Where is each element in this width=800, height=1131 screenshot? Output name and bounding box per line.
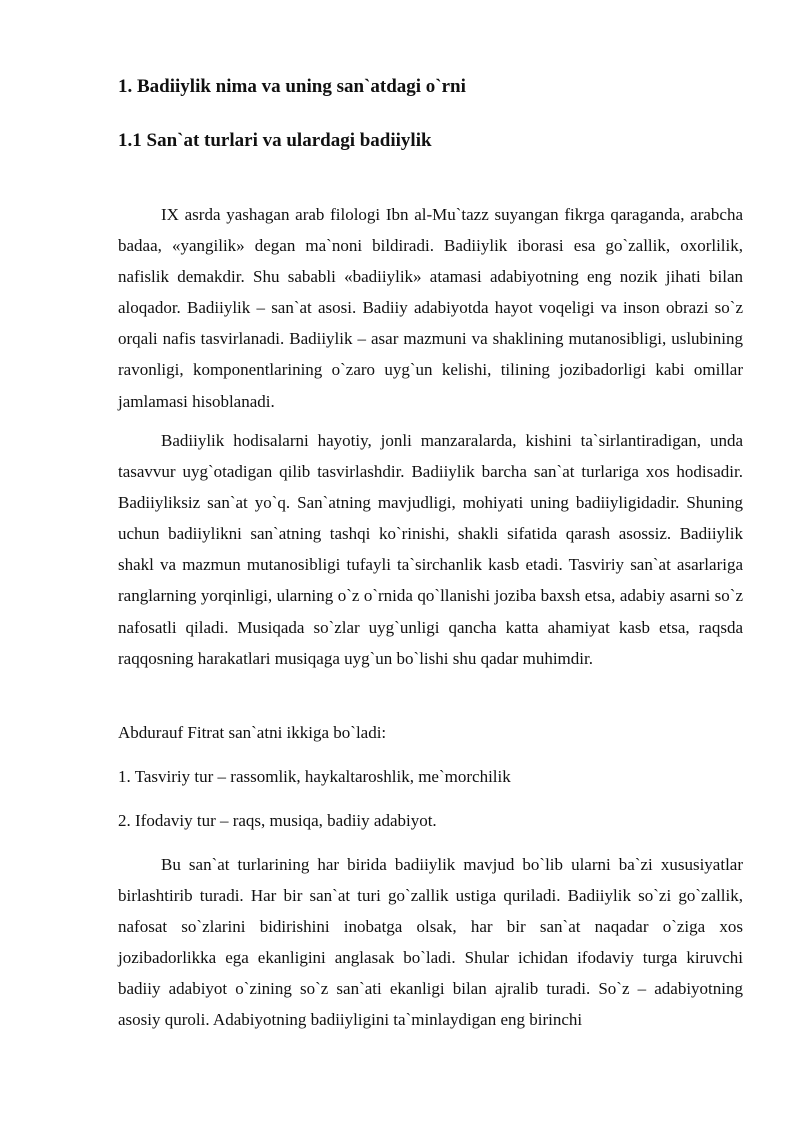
list-item-1: 1. Tasviriy tur – rassomlik, haykaltaroshlik, me`morchilik xyxy=(118,767,511,786)
fitrat-line: Abdurauf Fitrat san`atni ikkiga bo`ladi: xyxy=(118,723,387,742)
section-heading: 1. Badiiylik nima va uning san`atdagi o`rni xyxy=(118,76,466,97)
subsection-heading: 1.1 San`at turlari va ulardagi badiiylik xyxy=(118,130,432,151)
list-item-2: 2. Ifodaviy tur – raqs, musiqa, badiiy adabiyot. xyxy=(118,811,437,830)
paragraph-1: IX asrda yashagan arab filologi Ibn al-Mu`tazz suyangan fikrga qaraganda, arabcha badaa, «yangilik» degan ma`noni bildiradi. Badiiylik iborasi esa go`zallik, oxorlilik, nafislik demakdir. Shu sababli «badiiylik» atamasi adabiyotning eng nozik jihati bilan aloqador. Badiiylik – san`at asosi. Badiiy adabiyotda hayot voqeligi va inson obrazi so`z orqali nafis tasvirlanadi. Badiiylik – asar mazmuni va shaklining mutanosibligi, uslubining ravonligi, komponentlarining o`zaro uyg`un kelishi, tilining jozibadorligi kabi omillar jamlamasi hisoblanadi. xyxy=(118,205,743,411)
paragraph-3: Bu san`at turlarining har birida badiiylik mavjud bo`lib ularni ba`zi xususiyatlar birlashtirib turadi. Har bir san`at turi go`zallik ustiga quriladi. Badiiylik so`zi go`zallik, nafosat so`zlarini bidirishini inobatga olsak, har bir san`at naqadar o`ziga xos jozibadorlikka ega ekanligini anglasak bo`ladi. Shular ichidan ifodaviy turga kiruvchi badiiy adabiyot o`zining so`z san`ati ekanligi bilan ajralib turadi. So`z – adabiyotning asosiy quroli. Adabiyotning badiiyligini ta`minlaydigan eng birinchi xyxy=(118,855,743,1030)
paragraph-2: Badiiylik hodisalarni hayotiy, jonli manzaralarda, kishini ta`sirlantiradigan, unda tasavvur uyg`otadigan qilib tasvirlashdir. Badiiylik barcha san`at turlariga xos hodisadir. Badiiyliksiz san`at yo`q. San`atning mavjudligi, mohiyati uning badiiyligidadir. Shuning uchun badiiylikni san`atning tashqi ko`rinishi, shakli sifatida qarash asossiz. Badiiylik shakl va mazmun mutanosibligi tufayli ta`sirchanlik kasb etadi. Tasviriy san`at asarlariga ranglarning yorqinligi, ularning o`z o`rnida qo`llanishi joziba baxsh etsa, adabiy asarni so`z nafosatli qiladi. Musiqada so`zlar uyg`unligi qancha katta ahamiyat kasb etsa, raqsda raqqosning harakatlari musiqaga uyg`un bo`lishi shu qadar muhimdir. xyxy=(118,431,743,668)
